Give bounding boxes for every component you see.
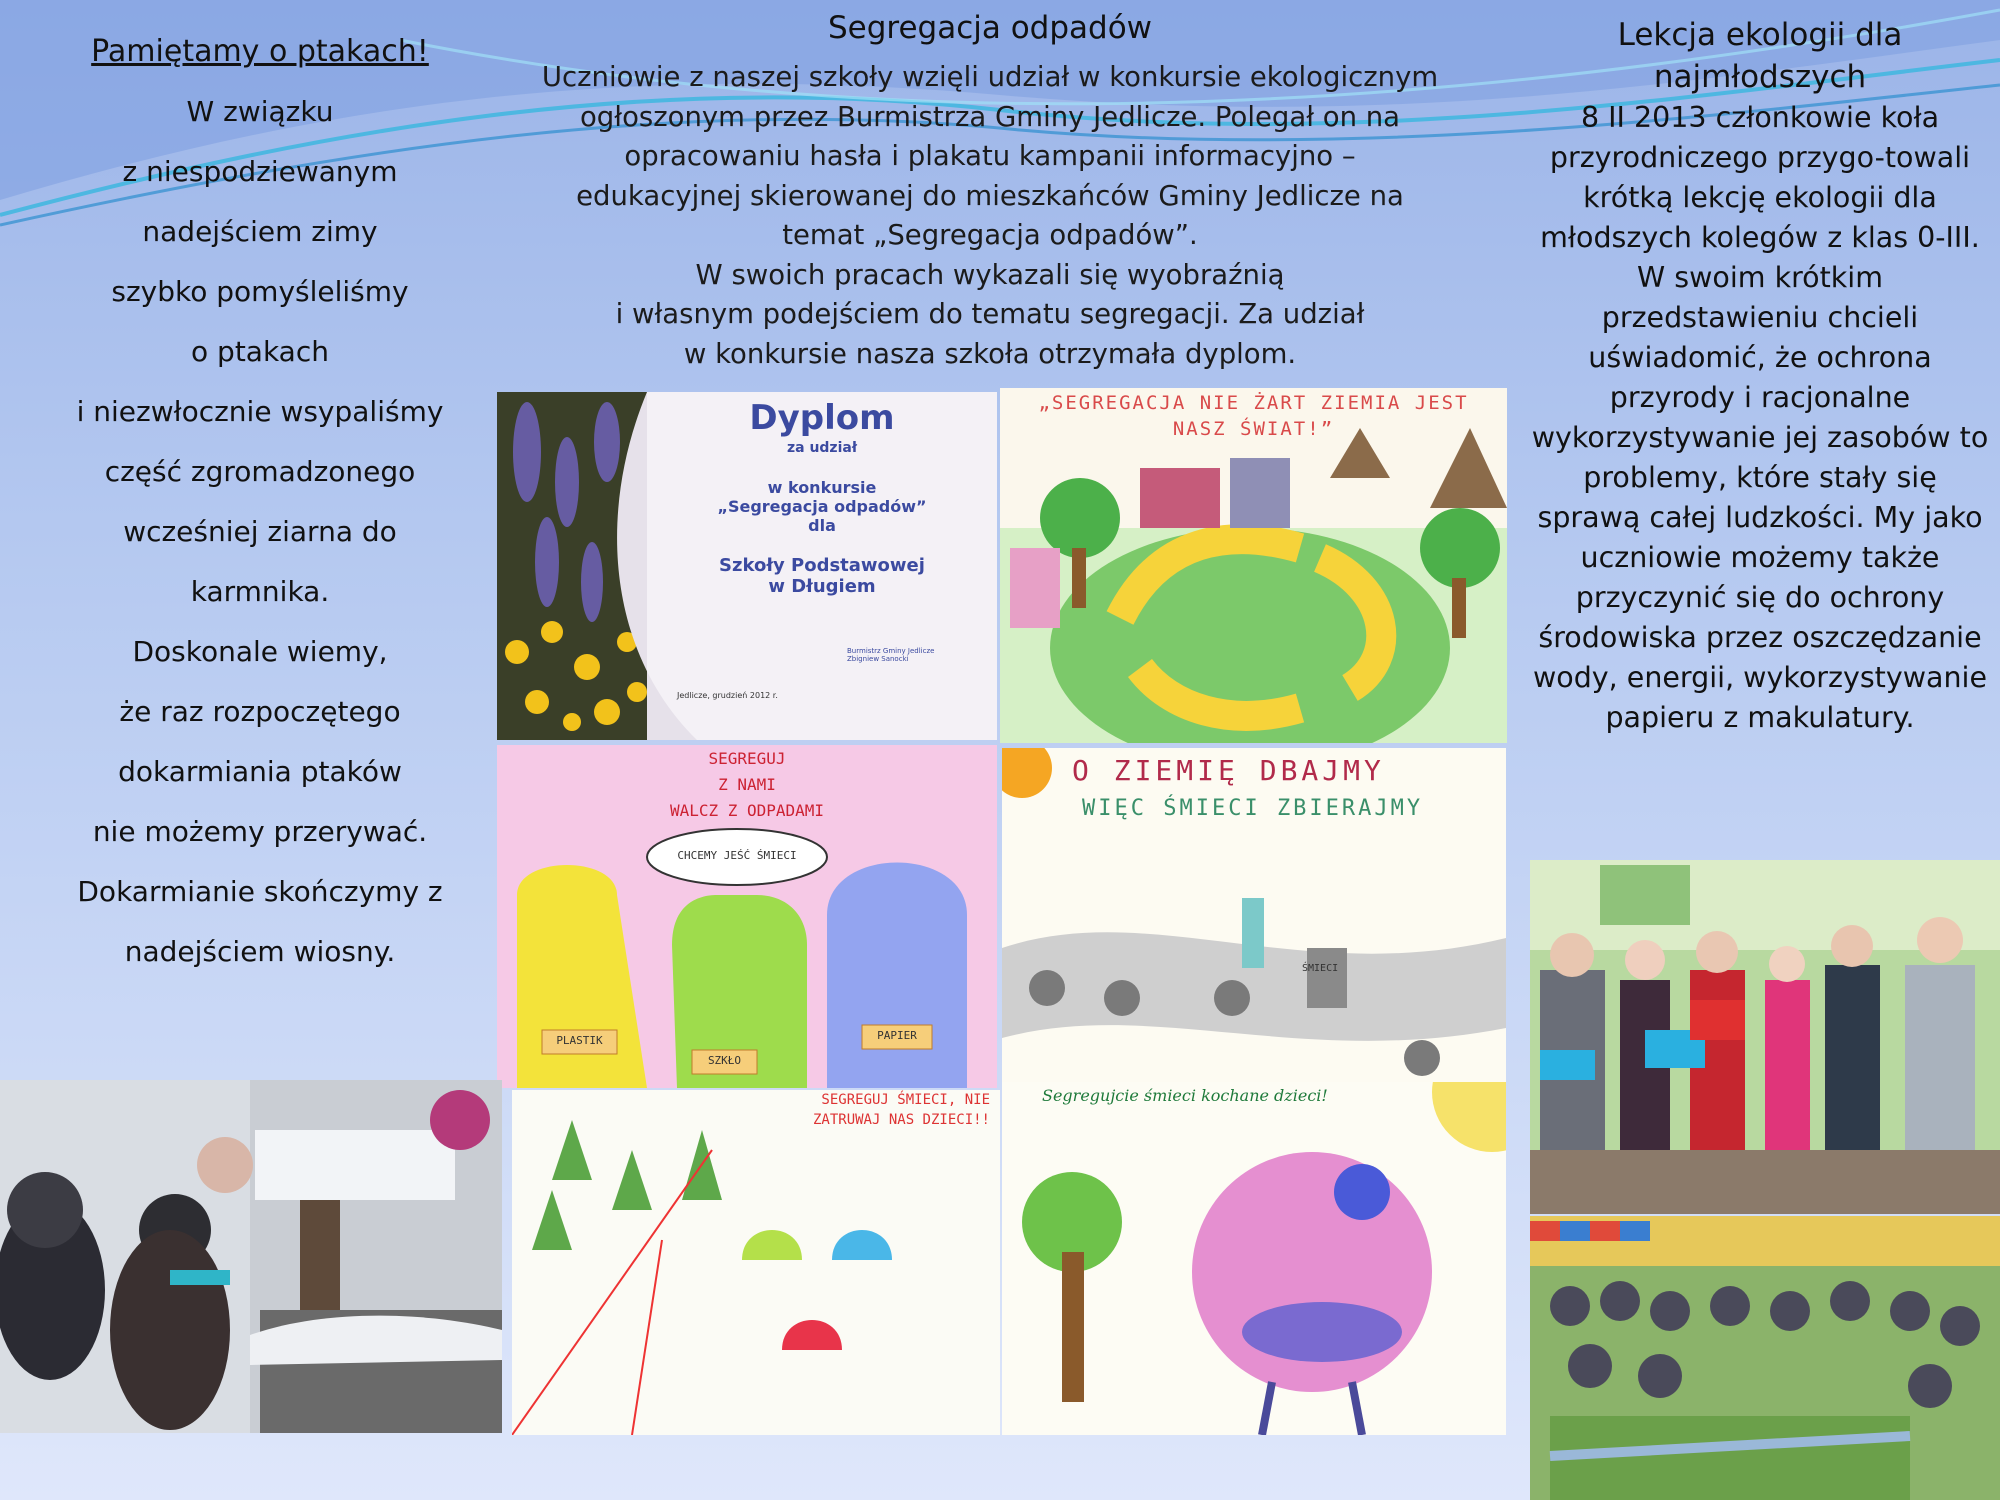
birds-line: że raz rozpoczętego xyxy=(119,695,401,728)
birds-line: i niezwłocznie wsypaliśmy xyxy=(76,395,444,428)
ecology-line: młodszych kolegów z klas 0-III. xyxy=(1540,221,1980,254)
poster-caption: Segregujcie śmieci kochane dzieci! xyxy=(1042,1086,1328,1105)
ecology-lesson-article xyxy=(1530,14,1990,738)
segregation-line: edukacyjnej skierowanej do mieszkańców Gminy Jedlicze na xyxy=(576,179,1404,212)
ecology-line: przedstawieniu chcieli xyxy=(1601,301,1919,334)
ecology-line: wykorzystywanie jej zasobów to xyxy=(1531,421,1989,454)
poster-collect-image xyxy=(1002,748,1506,1085)
diploma-text: w konkursie xyxy=(767,478,877,497)
segregation-line: W swoich pracach wykazali się wyobraźnią xyxy=(695,258,1285,291)
poster-earth-image xyxy=(1000,388,1507,743)
poster-caption: „SEGREGACJA NIE ŻART ZIEMIA JEST xyxy=(1038,392,1469,414)
poster-caption: Z NAMI xyxy=(718,775,776,794)
ecology-line: krótką lekcję ekologii dla xyxy=(1583,181,1937,214)
diploma-text: dla xyxy=(808,516,836,535)
segregation-line: w konkursie nasza szkoła otrzymała dyplom. xyxy=(683,337,1297,370)
students-group-photo xyxy=(1530,860,2000,1214)
poster-bins-image xyxy=(497,745,997,1088)
diploma-text: Szkoły Podstawowej xyxy=(719,555,925,576)
diploma-image xyxy=(497,392,997,740)
birds-line: o ptakach xyxy=(191,335,329,368)
ecology-line: sprawą całej ludzkości. My jako xyxy=(1537,501,1983,534)
birds-line: karmnika. xyxy=(190,575,330,608)
segregation-line: Uczniowie z naszej szkoły wzięli udział w konkursie ekologicznym xyxy=(541,61,1439,93)
birds-line: nadejściem wiosny. xyxy=(124,935,396,968)
ecology-line: wody, energii, wykorzystywanie xyxy=(1532,661,1988,694)
ecology-line: przyczynić się do ochrony xyxy=(1575,581,1945,614)
diploma-signature: Burmistrz Gminy Jedlicze xyxy=(847,647,935,655)
poster-caption: SEGREGUJ xyxy=(708,749,786,768)
diploma-title: Dyplom xyxy=(749,398,895,438)
segregation-line: ogłoszonym przez Burmistrza Gminy Jedlicze. Polegał on na xyxy=(579,100,1401,133)
birds-line: nie możemy przerywać. xyxy=(92,815,428,848)
poster-caption: PLASTIK xyxy=(556,1034,603,1047)
ecology-line: W swoim krótkim xyxy=(1637,261,1883,294)
poster-caption: WALCZ Z ODPADAMI xyxy=(669,801,825,820)
ecology-line: uczniowie możemy także xyxy=(1580,541,1940,574)
classroom-photo xyxy=(1530,1216,2000,1500)
birds-line: dokarmiania ptaków xyxy=(118,755,402,788)
poster-caption: ZATRUWAJ NAS DZIECI!! xyxy=(812,1112,990,1128)
segregation-title: Segregacja odpadów xyxy=(827,10,1153,46)
diploma-text: w Długiem xyxy=(768,576,876,597)
poster-caption: NASZ ŚWIAT!” xyxy=(1172,418,1335,440)
poster-globe-image xyxy=(1002,1082,1506,1435)
poster-caption: WIĘC ŚMIECI ZBIERAJMY xyxy=(1082,796,1424,821)
diploma-text: za udział xyxy=(786,440,858,456)
ecology-line: przyrodniczego przygo-towali xyxy=(1549,141,1971,174)
segregation-line: opracowaniu hasła i plakatu kampanii informacyjno – xyxy=(624,140,1356,172)
diploma-date: Jedlicze, grudzień 2012 r. xyxy=(677,691,778,700)
birds-line: Dokarmianie skończymy z xyxy=(77,875,443,908)
birds-title: Pamiętamy o ptakach! xyxy=(91,34,429,69)
birds-article xyxy=(20,22,500,982)
birds-line: część zgromadzonego xyxy=(104,455,416,488)
segregation-line: i własnym podejściem do tematu segregacji. Za udział xyxy=(615,298,1365,330)
poster-forest-image xyxy=(512,1090,1000,1435)
ecology-line: uświadomić, że ochrona xyxy=(1588,341,1932,374)
diploma-text: „Segregacja odpadów” xyxy=(717,497,927,516)
poster-caption: PAPIER xyxy=(877,1029,917,1042)
poster-caption: SEGREGUJ ŚMIECI, NIE xyxy=(821,1092,990,1108)
bird-feeder-photo xyxy=(0,1080,502,1433)
ecology-line: problemy, które stały się xyxy=(1583,461,1937,494)
poster-caption: ŚMIECI xyxy=(1302,963,1339,974)
birds-line: szybko pomyśleliśmy xyxy=(111,275,409,308)
ecology-line: przyrody i racjonalne xyxy=(1609,381,1911,414)
segregation-text xyxy=(510,58,1470,374)
ecology-line: papieru z makulatury. xyxy=(1605,701,1915,734)
ecology-line: 8 II 2013 członkowie koła xyxy=(1580,101,1940,134)
segregation-line: temat „Segregacja odpadów”. xyxy=(782,219,1198,251)
ecology-title-line: najmłodszych xyxy=(1653,59,1867,95)
poster-caption: SZKŁO xyxy=(707,1054,742,1067)
poster-caption: CHCEMY JEŚĆ ŚMIECI xyxy=(677,849,797,862)
birds-line: W związku xyxy=(186,95,334,128)
ecology-line: środowiska przez oszczędzanie xyxy=(1538,621,1982,654)
birds-line: z niespodziewanym xyxy=(122,155,398,188)
birds-line: Doskonale wiemy, xyxy=(132,635,388,668)
birds-line: nadejściem zimy xyxy=(142,215,378,248)
diploma-signature: Zbigniew Sanocki xyxy=(847,655,909,663)
ecology-title-line: Lekcja ekologii dla xyxy=(1617,17,1903,53)
birds-line: wcześniej ziarna do xyxy=(123,515,397,548)
poster-caption: O ZIEMIĘ DBAJMY xyxy=(1072,754,1385,787)
